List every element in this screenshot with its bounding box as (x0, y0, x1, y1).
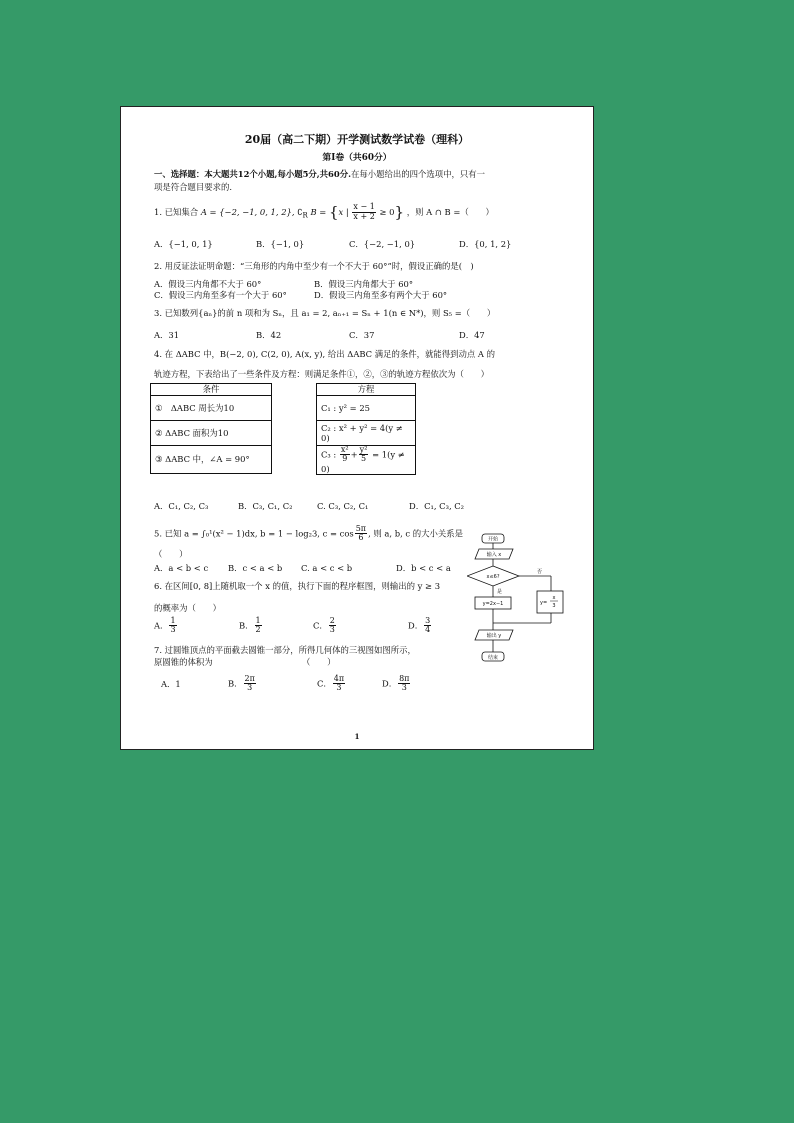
question-4-line2: 轨迹方程，下表给出了一些条件及方程：则满足条件①，②，③的轨迹方程依次为（ ） (154, 369, 489, 379)
q5-prefix: 5. 已知 a = ∫₀¹(x² − 1)dx, b = 1 − log₂3, c = cos (154, 528, 354, 539)
eq3-n2: y² (359, 445, 368, 454)
q7-paren: （ ） (301, 657, 336, 667)
equations-table (316, 383, 416, 475)
question-5-stem (154, 525, 463, 543)
instruction-rest: 在每小题给出的四个选项中，只有一 (351, 169, 486, 179)
q1-option-c[interactable]: C．{−2, −1, 0} (349, 239, 416, 249)
q7-c-den: 3 (336, 683, 342, 693)
q7-d-label: D． (382, 678, 398, 689)
q1-option-a[interactable]: A．{−1, 0, 1} (154, 239, 213, 249)
q4-option-d[interactable]: D．C₁, C₃, C₂ (409, 501, 465, 511)
q3-option-a[interactable]: A．31 (154, 330, 180, 340)
q1-set-b-var: x | (338, 206, 349, 217)
q5-den: 6 (358, 533, 364, 543)
q2-option-c[interactable]: C．假设三内角至多有一个大于 60° (154, 290, 287, 300)
q6-a-num: 1 (170, 616, 176, 625)
flow-assign-no-prefix: y= (540, 600, 548, 606)
q4-option-c[interactable]: C. C₃, C₂, C₁ (317, 501, 369, 511)
eq3-frac1 (340, 446, 350, 464)
q5-option-b[interactable]: B．c < a < b (228, 563, 283, 573)
flowchart (467, 533, 571, 665)
q7-c-label: C． (317, 678, 332, 689)
q6-d-den: 4 (425, 625, 431, 635)
q3-option-d[interactable]: D．47 (459, 330, 485, 340)
q6-a-label: A． (154, 620, 169, 631)
q1-option-b[interactable]: B．{−1, 0} (256, 239, 305, 249)
q1-prefix: 1. 已知集合 (154, 206, 199, 217)
instructions (154, 169, 485, 180)
question-7-line2 (154, 657, 335, 668)
eq3-d2: 5 (360, 454, 367, 464)
q1-option-d[interactable]: D．{0, 1, 2} (459, 239, 512, 249)
condition-3: ③ ΔABC 中，∠A = 90° (151, 446, 272, 474)
q4-option-b[interactable]: B．C₃, C₁, C₂ (238, 501, 293, 511)
flow-cond-text: x≤6? (486, 574, 500, 580)
flow-assign-yes-text: y=2x−1 (482, 601, 504, 607)
question-1-stem: 1. 已知集合 A = {−2, −1, 0, 1, 2}, $∁_R$ B = {x | $\frac{x - 1}{x + 2}$ ≥ 0} ，则 A ∩ B =（ ） (154, 202, 494, 221)
exam-paper (120, 106, 594, 750)
q1-set-a: A = {−2, −1, 0, 1, 2}, (200, 206, 295, 217)
eq3-prefix: C₃ : (321, 449, 337, 460)
q6-d-label: D． (408, 620, 424, 631)
q6-a-den: 3 (170, 625, 176, 635)
equations-header: 方程 (317, 384, 416, 396)
q1-num: x − 1 (353, 202, 375, 212)
eq3-post: = 1(y ≠ 0) (321, 449, 405, 474)
q5-fraction (355, 525, 367, 543)
conditions-header: 条件 (151, 384, 272, 396)
q6-b-label: B． (239, 620, 254, 631)
equation-c2: C₂ : x² + y² = 4(y ≠ 0) (317, 421, 416, 446)
conditions-table (150, 383, 272, 474)
instruction-line2: 项是符合题目要求的. (154, 182, 233, 192)
q7-option-a[interactable]: A．1 (161, 679, 181, 689)
flow-input-text: 输入 x (486, 552, 502, 558)
flow-no-label: 否 (537, 569, 543, 575)
q4-option-a[interactable]: A．C₁, C₂, C₃ (154, 501, 209, 511)
q1-ge: ≥ 0 (379, 206, 395, 217)
q2-option-d[interactable]: D．假设三内角至多有两个大于 60° (314, 290, 448, 300)
q6-c-num: 2 (329, 616, 335, 625)
flow-assign-no-den: 3 (552, 603, 556, 609)
flow-end-text: 结束 (487, 655, 499, 661)
flow-start-text: 开始 (487, 536, 499, 543)
q6-option-c[interactable] (313, 617, 337, 635)
q7-b-num: 2π (244, 674, 255, 683)
eq3-n1: x² (340, 445, 349, 454)
condition-2: ② ΔABC 面积为10 (151, 421, 272, 446)
q7-c-num: 4π (333, 674, 345, 683)
section-title: 第Ⅰ卷（共60分） (322, 153, 392, 163)
question-2-stem: 2. 用反证法证明命题：“三角形的内角中至少有一个不大于 60°”时，假设正确的是( ) (154, 261, 474, 271)
q1-suffix: ，则 A ∩ B =（ ） (406, 206, 494, 217)
q7-d-num: 8π (399, 674, 410, 683)
q2-option-a[interactable]: A．假设三内角都不大于 60° (154, 279, 262, 289)
q6-c-den: 3 (329, 625, 335, 635)
question-4-line1: 4. 在 ΔABC 中，B(−2, 0), C(2, 0), A(x, y), 给出 ΔABC 满足的条件，就能得到动点 A 的 (154, 349, 495, 359)
q6-b-num: 1 (255, 616, 261, 625)
q7-b-den: 3 (247, 683, 253, 693)
q7-d-den: 3 (401, 683, 407, 693)
q6-option-b[interactable] (239, 617, 263, 635)
question-6-line1: 6. 在区间[0, 8]上随机取一个 x 的值，执行下面的程序框图，则输出的 y ≥ 3 (154, 581, 441, 591)
exam-title: 20届（高二下期）开学测试数学试卷（理科） (244, 133, 470, 146)
q6-option-d[interactable] (408, 617, 432, 635)
q5-option-c[interactable]: C. a < c < b (301, 563, 353, 573)
instruction-bold: 一、选择题：本大题共12个小题,每小题5分,共60分. (154, 169, 352, 179)
q2-option-b[interactable]: B．假设三内角都大于 60° (314, 279, 414, 289)
flow-assign-no-num: x (552, 595, 556, 601)
q6-b-den: 2 (255, 625, 261, 635)
flow-yes-label: 是 (497, 589, 503, 595)
condition-1: ① ΔABC 周长为10 (151, 396, 272, 421)
q1-fraction (352, 203, 375, 221)
question-7-line1: 7. 过圆锥顶点的平面截去圆锥一部分，所得几何体的三视图如图所示， (154, 645, 416, 655)
q7-option-b[interactable] (228, 675, 257, 693)
q1-complement: ∁ (297, 206, 303, 217)
q7-option-c[interactable] (317, 675, 346, 693)
question-3-stem: 3. 已知数列{aₙ}的前 n 项和为 Sₙ，且 a₁ = 2, aₙ₊₁ = Sₙ + 1(n ∈ N*)，则 S₅ =（ ） (154, 308, 496, 318)
q5-option-a[interactable]: A．a < b < c (154, 563, 209, 573)
page-number: 1 (354, 732, 360, 741)
q6-d-num: 3 (425, 616, 431, 625)
q5-num: 5π (355, 524, 367, 533)
flow-output-text: 输出 y (486, 633, 502, 639)
q5-option-d[interactable]: D．b < c < a (396, 563, 451, 573)
q7-option-d[interactable] (382, 675, 411, 693)
q3-option-b[interactable]: B．42 (256, 330, 282, 340)
equation-c1: C₁ : y² = 25 (317, 396, 416, 421)
q1-den: x + 2 (353, 211, 375, 221)
q3-option-c[interactable]: C．37 (349, 330, 375, 340)
eq3-frac2 (359, 446, 369, 464)
q1-complement-sub: R (302, 211, 308, 220)
q1-set-b-prefix: B = (310, 206, 327, 217)
q6-option-a[interactable] (154, 617, 178, 635)
question-6-line2: 的概率为（ ） (154, 603, 221, 613)
eq3-d1: 9 (342, 454, 348, 464)
q7-line2-text: 原圆锥的体积为 (154, 657, 213, 667)
q5-suffix: , 则 a, b, c 的大小关系是 (368, 528, 464, 539)
q7-b-label: B． (228, 678, 243, 689)
question-5-paren: （ ） (154, 549, 188, 559)
eq3-plus: + (350, 449, 358, 460)
q6-c-label: C． (313, 620, 328, 631)
equation-c3 (317, 446, 416, 475)
